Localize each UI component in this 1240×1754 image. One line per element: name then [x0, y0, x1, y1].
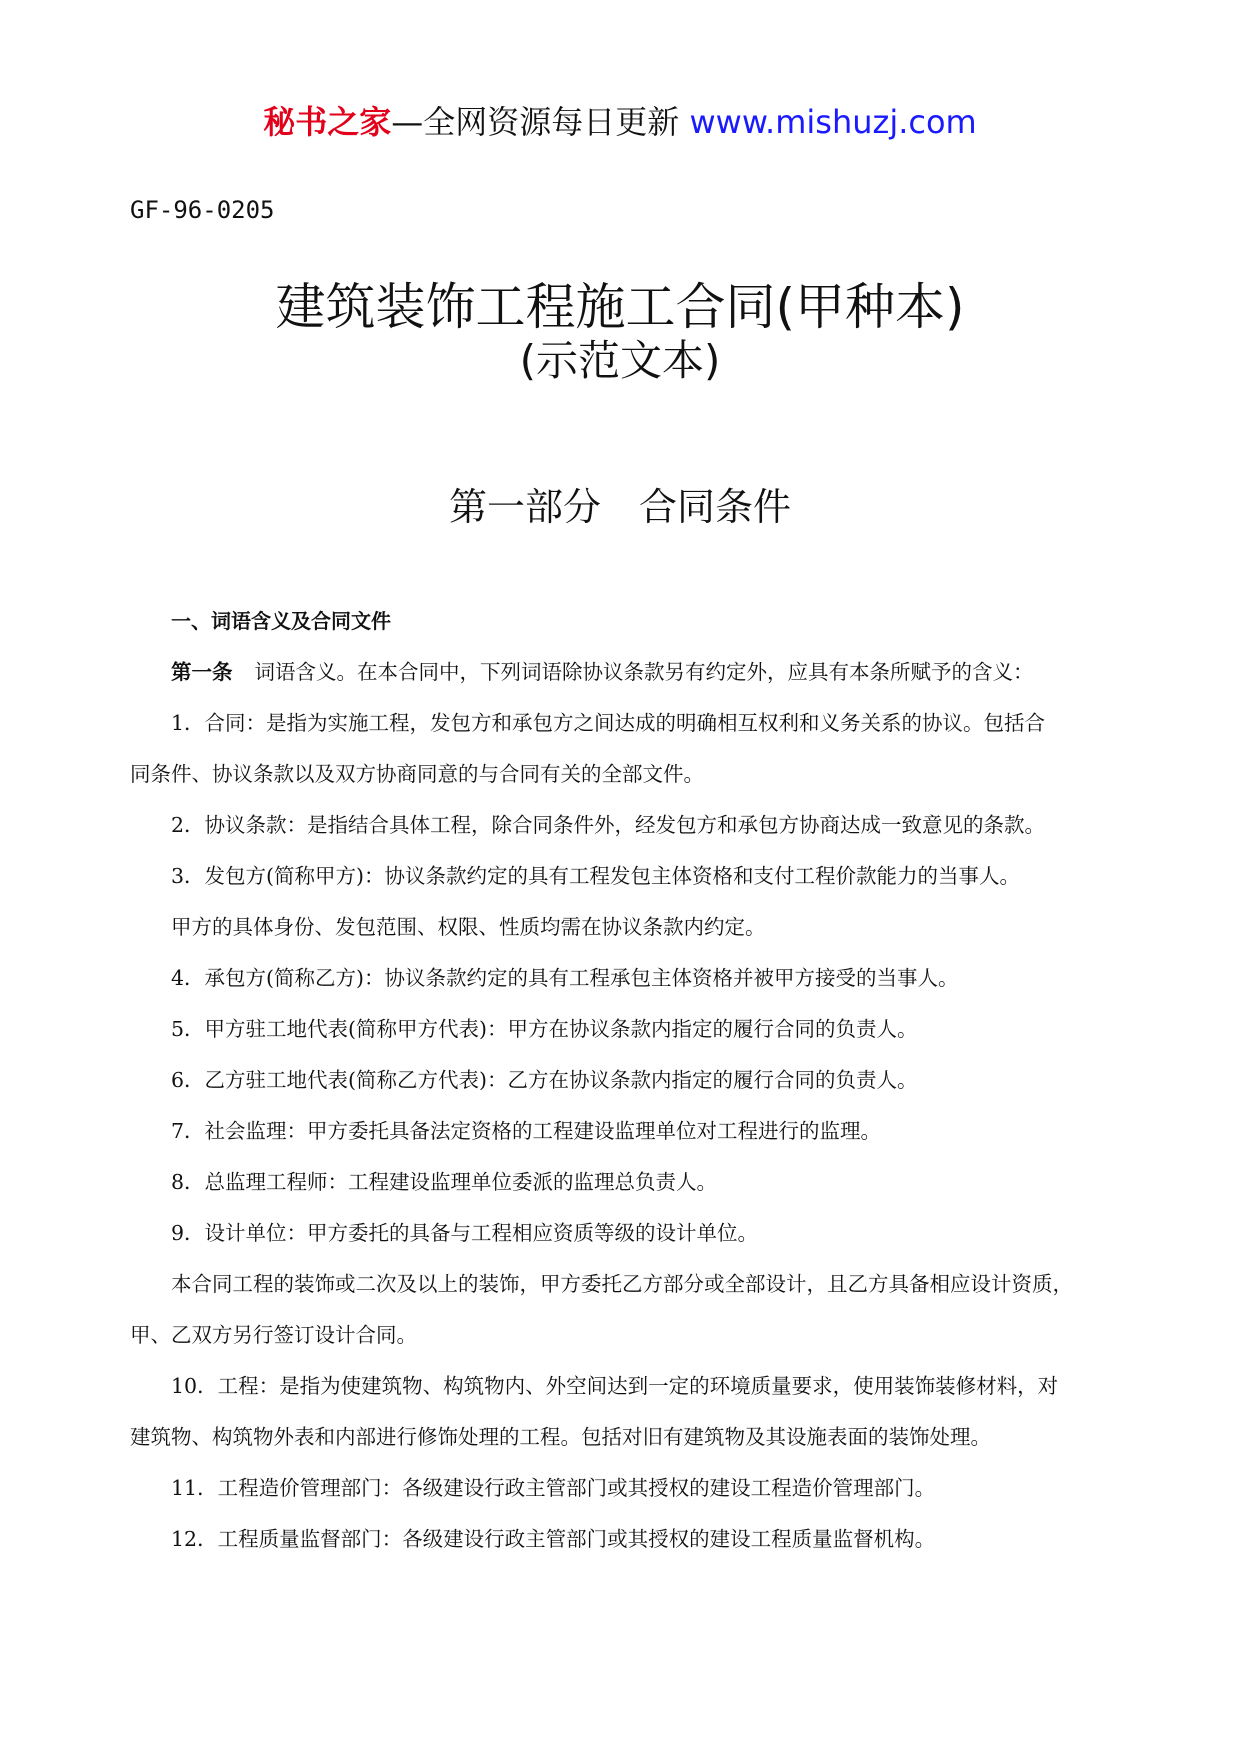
paragraph-line: 甲方的具体身份、发包范围、权限、性质均需在协议条款内约定。: [171, 915, 766, 939]
paragraph-line: 2．协议条款：是指结合具体工程，除合同条件外，经发包方和承包方协商达成一致意见的条款。: [171, 813, 1046, 837]
paragraph-line: 4．承包方(简称乙方)：协议条款约定的具有工程承包主体资格并被甲方接受的当事人。: [171, 966, 959, 990]
document-code: GF-96-0205: [130, 196, 275, 224]
paragraph-line: 本合同工程的装饰或二次及以上的装饰，甲方委托乙方部分或全部设计，且乙方具备相应设计资质，: [171, 1272, 1073, 1296]
document-subtitle: (示范文本): [519, 336, 721, 385]
paragraph-line: 12．工程质量监督部门：各级建设行政主管部门或其授权的建设工程质量监督机构。: [171, 1527, 936, 1551]
document-title: 建筑装饰工程施工合同(甲种本): [275, 278, 965, 336]
paragraph-line: 7．社会监理：甲方委托具备法定资格的工程建设监理单位对工程进行的监理。: [171, 1119, 882, 1143]
paragraph-line: 11．工程造价管理部门：各级建设行政主管部门或其授权的建设工程造价管理部门。: [171, 1476, 936, 1500]
paragraph-line: 1．合同：是指为实施工程，发包方和承包方之间达成的明确相互权利和义务关系的协议。包括合: [171, 711, 1046, 735]
paragraph-line: 同条件、协议条款以及双方协商同意的与合同有关的全部文件。: [130, 762, 704, 786]
part-heading: 第一部分 合同条件: [448, 485, 791, 529]
section-heading: 一、词语含义及合同文件: [171, 609, 391, 633]
paragraph-line: 3．发包方(简称甲方)：协议条款约定的具有工程发包主体资格和支付工程价款能力的当事人。: [171, 864, 1021, 888]
article-text: 词语含义。在本合同中，下列词语除协议条款另有约定外，应具有本条所赋予的含义：: [254, 660, 1034, 684]
banner-slogan: —全网资源每日更新: [391, 103, 690, 141]
site-banner: [0, 100, 1240, 144]
paragraph-line: 甲、乙双方另行签订设计合同。: [130, 1323, 417, 1347]
paragraph-line: 建筑物、构筑物外表和内部进行修饰处理的工程。包括对旧有建筑物及其设施表面的装饰处理。: [130, 1425, 991, 1449]
banner-url-link[interactable]: www.mishuzj.com: [689, 103, 977, 141]
paragraph-line: 9．设计单位：甲方委托的具备与工程相应资质等级的设计单位。: [171, 1221, 759, 1245]
brand-name: 秘书之家: [263, 103, 392, 141]
paragraph-line: 5．甲方驻工地代表(简称甲方代表)：甲方在协议条款内指定的履行合同的负责人。: [171, 1017, 918, 1041]
paragraph-line: 8．总监理工程师：工程建设监理单位委派的监理总负责人。: [171, 1170, 718, 1194]
article-label: 第一条: [171, 660, 233, 684]
paragraph-line: 6．乙方驻工地代表(简称乙方代表)：乙方在协议条款内指定的履行合同的负责人。: [171, 1068, 918, 1092]
contract-body: [130, 596, 1115, 1565]
article-1: [130, 647, 1115, 698]
paragraph-line: 10．工程：是指为使建筑物、构筑物内、外空间达到一定的环境质量要求，使用装饰装修材料，对: [171, 1374, 1059, 1398]
